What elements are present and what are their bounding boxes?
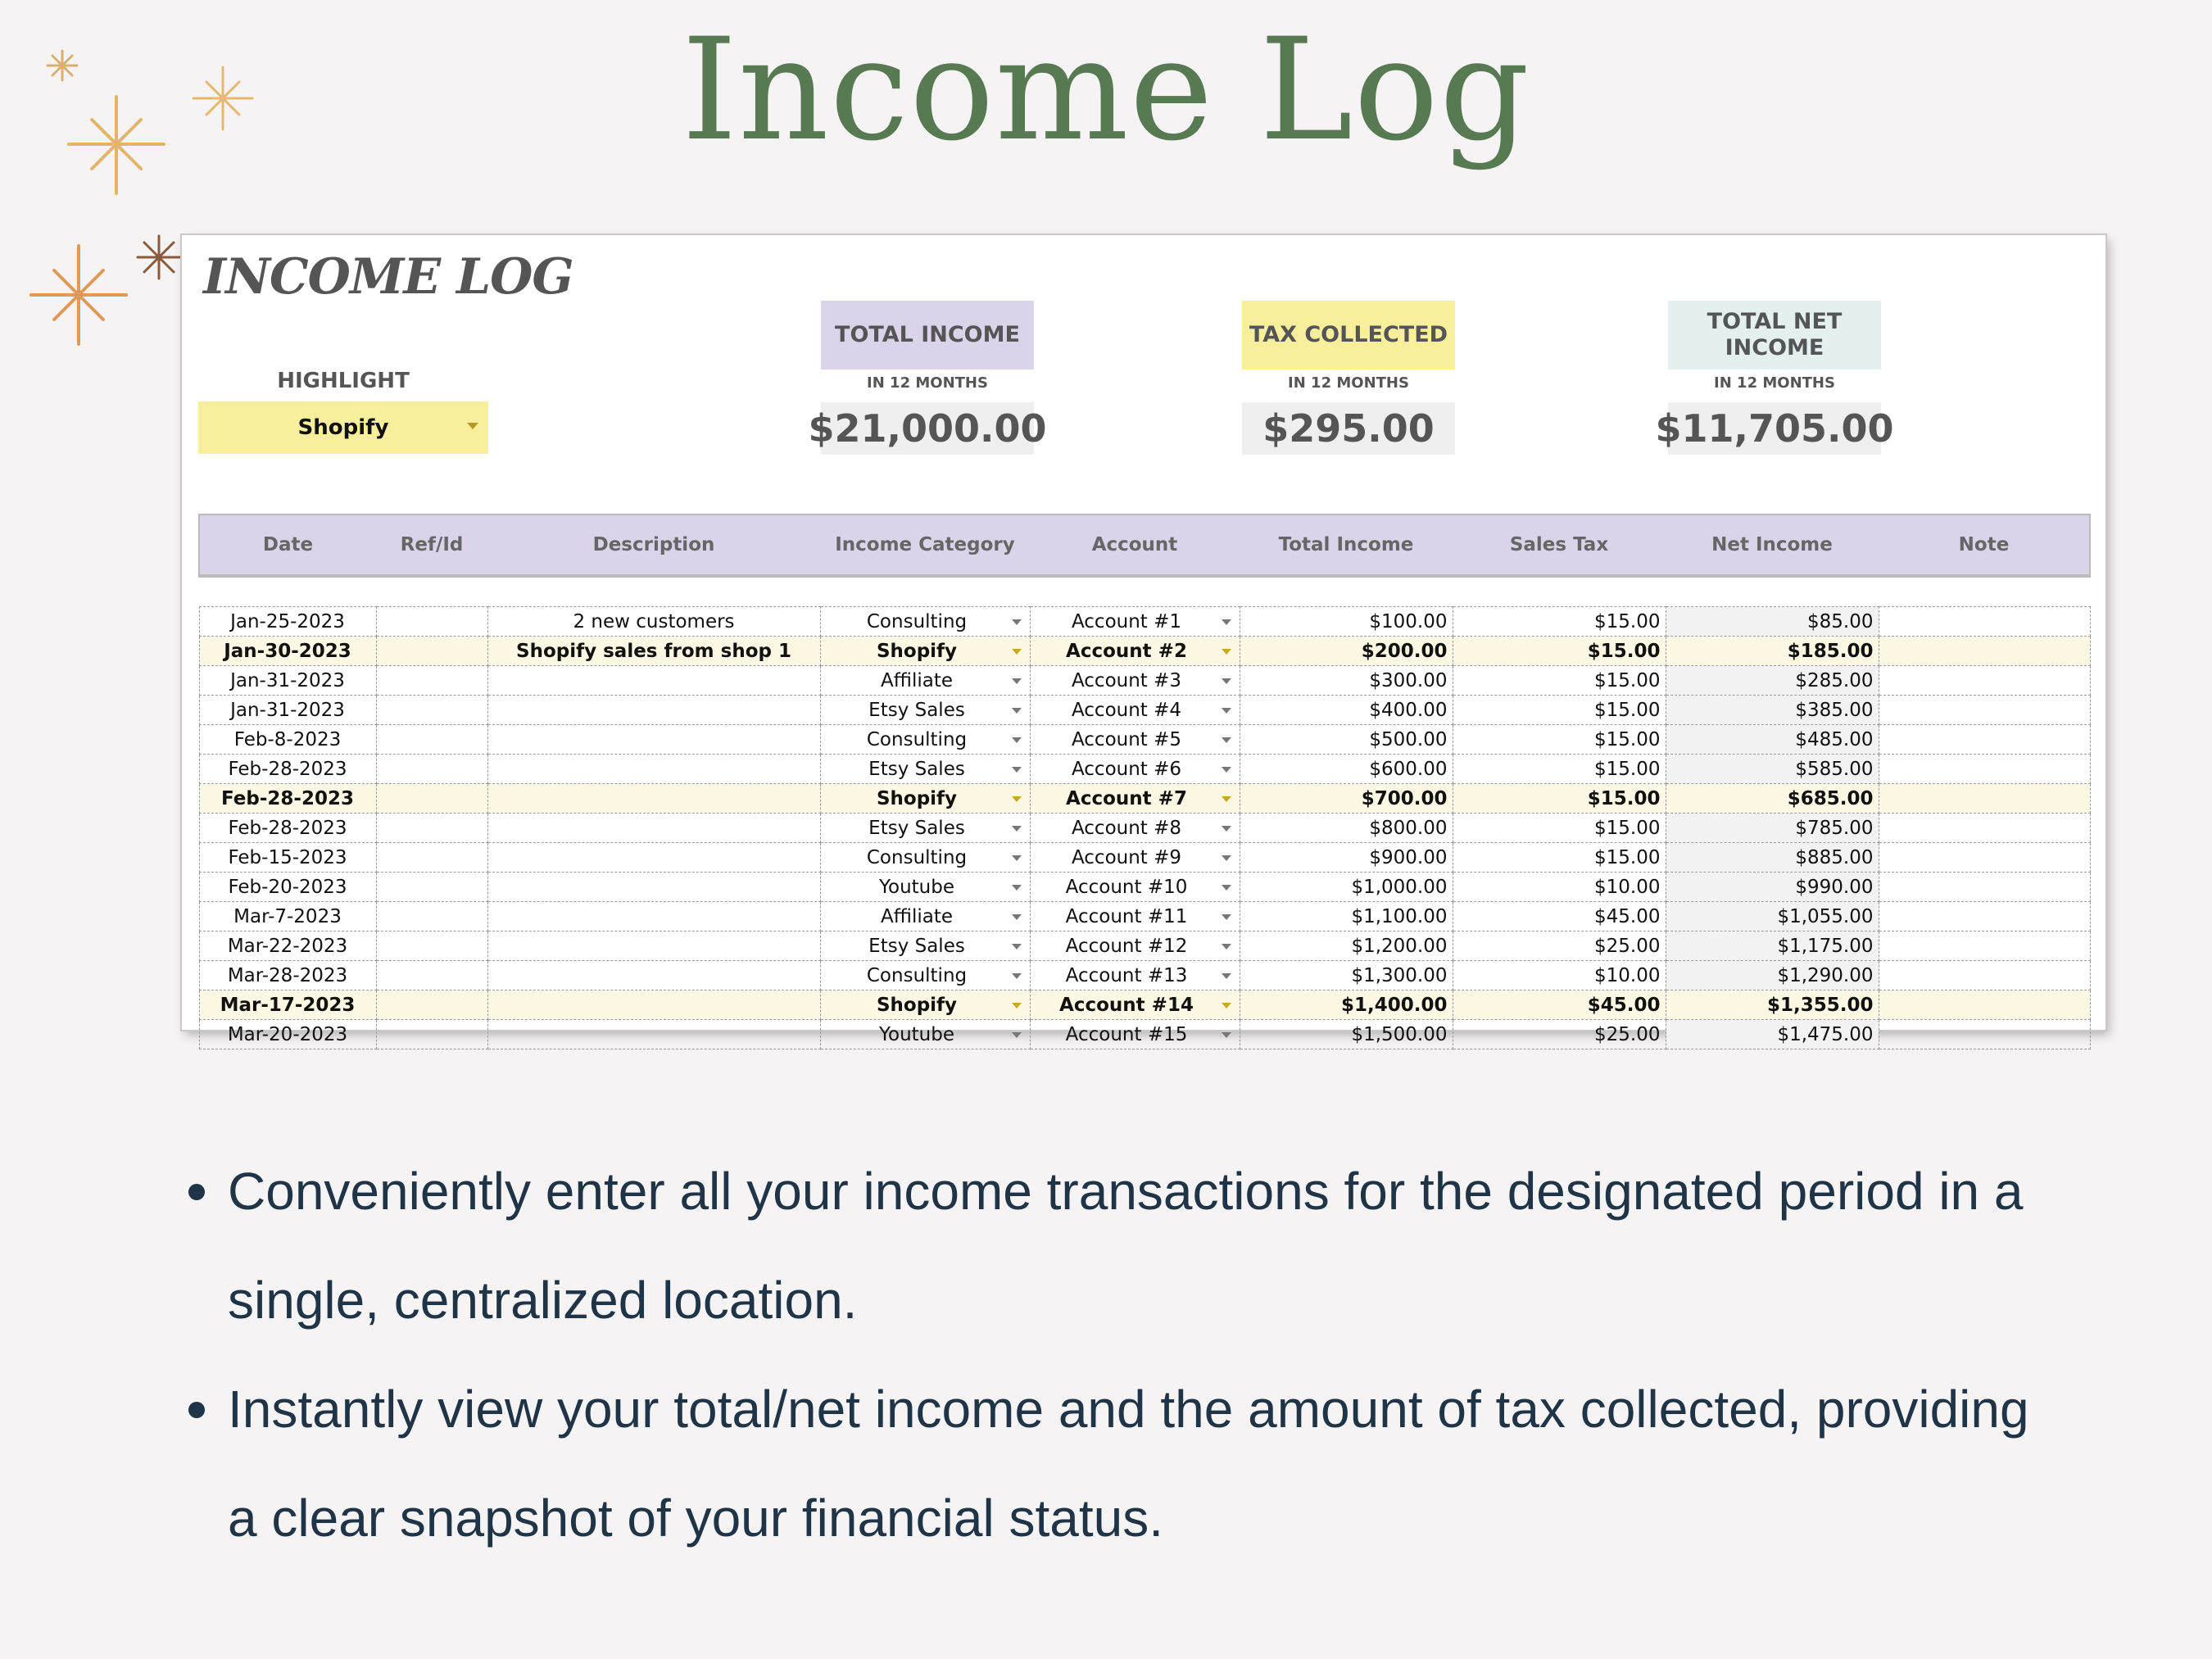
column-header-description[interactable]: Description bbox=[487, 514, 820, 576]
cell-account-dropdown[interactable]: Account #9 bbox=[1030, 843, 1240, 873]
cell-description[interactable] bbox=[487, 873, 820, 902]
cell-ref[interactable] bbox=[376, 725, 487, 755]
cell-note[interactable] bbox=[1879, 814, 2090, 843]
cell-total-income[interactable]: $1,400.00 bbox=[1240, 990, 1453, 1020]
tax-collected-title: TAX COLLECTED bbox=[1242, 301, 1455, 369]
cell-sales-tax[interactable]: $15.00 bbox=[1453, 843, 1666, 873]
cell-total-income[interactable]: $1,200.00 bbox=[1240, 931, 1453, 961]
cell-description[interactable] bbox=[487, 725, 820, 755]
cell-category-dropdown[interactable]: Shopify bbox=[820, 990, 1030, 1020]
table-row bbox=[199, 637, 2090, 666]
cell-note[interactable] bbox=[1879, 902, 2090, 931]
cell-category-dropdown[interactable]: Affiliate bbox=[820, 666, 1030, 696]
cell-sales-tax[interactable]: $15.00 bbox=[1453, 637, 1666, 666]
cell-category-dropdown[interactable]: Etsy Sales bbox=[820, 931, 1030, 961]
net-income-card bbox=[1655, 301, 1894, 455]
cell-description[interactable] bbox=[487, 755, 820, 784]
cell-total-income[interactable]: $200.00 bbox=[1240, 637, 1453, 666]
cell-net-income: $485.00 bbox=[1666, 725, 1879, 755]
cell-account-dropdown[interactable]: Account #7 bbox=[1030, 784, 1240, 814]
table-row bbox=[199, 961, 2090, 990]
cell-account-dropdown[interactable]: Account #12 bbox=[1030, 931, 1240, 961]
cell-date[interactable]: Feb-8-2023 bbox=[199, 725, 376, 755]
cell-net-income: $990.00 bbox=[1666, 873, 1879, 902]
cell-note[interactable] bbox=[1879, 843, 2090, 873]
cell-description[interactable]: 2 new customers bbox=[487, 607, 820, 637]
cell-note[interactable] bbox=[1879, 931, 2090, 961]
cell-note[interactable] bbox=[1879, 784, 2090, 814]
column-header-net-income[interactable]: Net Income bbox=[1666, 514, 1879, 576]
cell-category-dropdown[interactable]: Etsy Sales bbox=[820, 755, 1030, 784]
cell-total-income[interactable]: $1,300.00 bbox=[1240, 961, 1453, 990]
table-row bbox=[199, 784, 2090, 814]
cell-sales-tax[interactable]: $15.00 bbox=[1453, 784, 1666, 814]
bullet-line: Instantly view your total/net income and the amount of tax collected, providing bbox=[228, 1380, 2029, 1439]
cell-net-income: $385.00 bbox=[1666, 696, 1879, 725]
cell-date[interactable]: Feb-28-2023 bbox=[199, 814, 376, 843]
cell-date[interactable]: Jan-31-2023 bbox=[199, 666, 376, 696]
cell-net-income: $1,290.00 bbox=[1666, 961, 1879, 990]
table-row bbox=[199, 666, 2090, 696]
table-row bbox=[199, 843, 2090, 873]
column-header-ref[interactable]: Ref/Id bbox=[376, 514, 487, 576]
cell-total-income[interactable]: $700.00 bbox=[1240, 784, 1453, 814]
cell-category-dropdown[interactable]: Youtube bbox=[820, 873, 1030, 902]
cell-net-income: $185.00 bbox=[1666, 637, 1879, 666]
cell-net-income: $1,475.00 bbox=[1666, 1020, 1879, 1049]
column-header-note[interactable]: Note bbox=[1879, 514, 2090, 576]
column-header-date[interactable]: Date bbox=[199, 514, 376, 576]
cell-total-income[interactable]: $500.00 bbox=[1240, 725, 1453, 755]
cell-ref[interactable] bbox=[376, 755, 487, 784]
cell-description[interactable]: Shopify sales from shop 1 bbox=[487, 637, 820, 666]
cell-sales-tax[interactable]: $25.00 bbox=[1453, 1020, 1666, 1049]
cell-note[interactable] bbox=[1879, 607, 2090, 637]
cell-net-income: $1,355.00 bbox=[1666, 990, 1879, 1020]
cell-category-dropdown[interactable]: Youtube bbox=[820, 1020, 1030, 1049]
cell-total-income[interactable]: $900.00 bbox=[1240, 843, 1453, 873]
cell-sales-tax[interactable]: $15.00 bbox=[1453, 666, 1666, 696]
cell-category-dropdown[interactable]: Etsy Sales bbox=[820, 814, 1030, 843]
cell-total-income[interactable]: $800.00 bbox=[1240, 814, 1453, 843]
cell-account-dropdown[interactable]: Account #14 bbox=[1030, 990, 1240, 1020]
cell-category-dropdown[interactable]: Consulting bbox=[820, 725, 1030, 755]
cell-account-dropdown[interactable]: Account #6 bbox=[1030, 755, 1240, 784]
cell-account-dropdown[interactable]: Account #13 bbox=[1030, 961, 1240, 990]
table-row bbox=[199, 931, 2090, 961]
cell-description[interactable] bbox=[487, 961, 820, 990]
column-header-sales-tax[interactable]: Sales Tax bbox=[1453, 514, 1666, 576]
net-income-period: IN 12 MONTHS bbox=[1714, 374, 1835, 392]
cell-ref[interactable] bbox=[376, 961, 487, 990]
cell-note[interactable] bbox=[1879, 961, 2090, 990]
feature-list bbox=[182, 1137, 2107, 1573]
cell-date[interactable]: Mar-28-2023 bbox=[199, 961, 376, 990]
cell-date[interactable]: Feb-28-2023 bbox=[199, 784, 376, 814]
cell-note[interactable] bbox=[1879, 666, 2090, 696]
cell-account-dropdown[interactable]: Account #8 bbox=[1030, 814, 1240, 843]
cell-ref[interactable] bbox=[376, 637, 487, 666]
tax-collected-period: IN 12 MONTHS bbox=[1288, 374, 1409, 392]
list-item bbox=[182, 1355, 2107, 1573]
income-table bbox=[198, 514, 2091, 1049]
cell-note[interactable] bbox=[1879, 873, 2090, 902]
tax-collected-value: $295.00 bbox=[1242, 402, 1455, 455]
table-row bbox=[199, 902, 2090, 931]
cell-date[interactable]: Jan-30-2023 bbox=[199, 637, 376, 666]
cell-sales-tax[interactable]: $45.00 bbox=[1453, 990, 1666, 1020]
cell-ref[interactable] bbox=[376, 814, 487, 843]
cell-net-income: $685.00 bbox=[1666, 784, 1879, 814]
cell-net-income: $785.00 bbox=[1666, 814, 1879, 843]
cell-net-income: $285.00 bbox=[1666, 666, 1879, 696]
chevron-down-icon bbox=[467, 423, 478, 429]
cell-date[interactable]: Jan-31-2023 bbox=[199, 696, 376, 725]
cell-sales-tax[interactable]: $15.00 bbox=[1453, 814, 1666, 843]
net-income-title: TOTAL NET INCOME bbox=[1668, 301, 1881, 369]
cell-ref[interactable] bbox=[376, 902, 487, 931]
bullet-line: Conveniently enter all your income transactions for the designated period in a bbox=[228, 1162, 2024, 1221]
sheet-logo: INCOME LOG bbox=[203, 248, 573, 306]
column-header-total-income[interactable]: Total Income bbox=[1240, 514, 1453, 576]
highlight-dropdown[interactable] bbox=[198, 401, 488, 454]
cell-account-dropdown[interactable]: Account #10 bbox=[1030, 873, 1240, 902]
cell-description[interactable] bbox=[487, 696, 820, 725]
cell-ref[interactable] bbox=[376, 873, 487, 902]
bullet-line: a clear snapshot of your financial status. bbox=[228, 1489, 1163, 1548]
column-header-category[interactable]: Income Category bbox=[820, 514, 1030, 576]
bullet-line: single, centralized location. bbox=[228, 1271, 858, 1330]
cell-date[interactable]: Mar-7-2023 bbox=[199, 902, 376, 931]
table-row bbox=[199, 725, 2090, 755]
cell-note[interactable] bbox=[1879, 696, 2090, 725]
cell-description[interactable] bbox=[487, 814, 820, 843]
total-income-value: $21,000.00 bbox=[821, 402, 1034, 455]
cell-category-dropdown[interactable]: Consulting bbox=[820, 961, 1030, 990]
highlight-label: HIGHLIGHT bbox=[277, 369, 410, 393]
total-income-period: IN 12 MONTHS bbox=[867, 374, 988, 392]
net-income-value: $11,705.00 bbox=[1668, 402, 1881, 455]
table-row bbox=[199, 755, 2090, 784]
cell-sales-tax[interactable]: $15.00 bbox=[1453, 725, 1666, 755]
cell-category-dropdown[interactable]: Shopify bbox=[820, 784, 1030, 814]
cell-note[interactable] bbox=[1879, 725, 2090, 755]
table-row bbox=[199, 607, 2090, 637]
cell-sales-tax[interactable]: $45.00 bbox=[1453, 902, 1666, 931]
cell-account-dropdown[interactable]: Account #1 bbox=[1030, 607, 1240, 637]
table-row bbox=[199, 696, 2090, 725]
cell-net-income: $585.00 bbox=[1666, 755, 1879, 784]
cell-ref[interactable] bbox=[376, 696, 487, 725]
cell-ref[interactable] bbox=[376, 784, 487, 814]
cell-description[interactable] bbox=[487, 666, 820, 696]
cell-note[interactable] bbox=[1879, 990, 2090, 1020]
table-header-row bbox=[199, 514, 2090, 576]
spreadsheet-panel bbox=[182, 235, 2105, 1045]
cell-account-dropdown[interactable]: Account #15 bbox=[1030, 1020, 1240, 1049]
cell-net-income: $1,175.00 bbox=[1666, 931, 1879, 961]
tax-collected-card bbox=[1242, 301, 1455, 455]
cell-description[interactable] bbox=[487, 990, 820, 1020]
cell-date[interactable]: Feb-15-2023 bbox=[199, 843, 376, 873]
cell-net-income: $885.00 bbox=[1666, 843, 1879, 873]
cell-account-dropdown[interactable]: Account #4 bbox=[1030, 696, 1240, 725]
table-row bbox=[199, 990, 2090, 1020]
cell-description[interactable] bbox=[487, 1020, 820, 1049]
cell-account-dropdown[interactable]: Account #2 bbox=[1030, 637, 1240, 666]
cell-date[interactable]: Feb-20-2023 bbox=[199, 873, 376, 902]
cell-account-dropdown[interactable]: Account #5 bbox=[1030, 725, 1240, 755]
cell-sales-tax[interactable]: $15.00 bbox=[1453, 696, 1666, 725]
cell-net-income: $85.00 bbox=[1666, 607, 1879, 637]
cell-sales-tax[interactable]: $10.00 bbox=[1453, 873, 1666, 902]
cell-category-dropdown[interactable]: Consulting bbox=[820, 843, 1030, 873]
cell-ref[interactable] bbox=[376, 607, 487, 637]
highlight-value: Shopify bbox=[297, 415, 389, 440]
column-header-account[interactable]: Account bbox=[1030, 514, 1240, 576]
list-item bbox=[182, 1137, 2107, 1355]
cell-total-income[interactable]: $1,500.00 bbox=[1240, 1020, 1453, 1049]
cell-ref[interactable] bbox=[376, 1020, 487, 1049]
cell-account-dropdown[interactable]: Account #11 bbox=[1030, 902, 1240, 931]
cell-net-income: $1,055.00 bbox=[1666, 902, 1879, 931]
cell-total-income[interactable]: $1,000.00 bbox=[1240, 873, 1453, 902]
cell-description[interactable] bbox=[487, 843, 820, 873]
cell-date[interactable]: Feb-28-2023 bbox=[199, 755, 376, 784]
cell-ref[interactable] bbox=[376, 931, 487, 961]
cell-ref[interactable] bbox=[376, 843, 487, 873]
cell-date[interactable]: Mar-20-2023 bbox=[199, 1020, 376, 1049]
cell-ref[interactable] bbox=[376, 666, 487, 696]
bullet-icon bbox=[188, 1184, 205, 1200]
total-income-title: TOTAL INCOME bbox=[821, 301, 1034, 369]
cell-category-dropdown[interactable]: Affiliate bbox=[820, 902, 1030, 931]
table-row bbox=[199, 814, 2090, 843]
total-income-card bbox=[808, 301, 1047, 455]
cell-total-income[interactable]: $300.00 bbox=[1240, 666, 1453, 696]
cell-account-dropdown[interactable]: Account #3 bbox=[1030, 666, 1240, 696]
table-row bbox=[199, 873, 2090, 902]
cell-note[interactable] bbox=[1879, 1020, 2090, 1049]
cell-description[interactable] bbox=[487, 902, 820, 931]
cell-total-income[interactable]: $600.00 bbox=[1240, 755, 1453, 784]
cell-date[interactable]: Mar-17-2023 bbox=[199, 990, 376, 1020]
cell-total-income[interactable]: $1,100.00 bbox=[1240, 902, 1453, 931]
cell-date[interactable]: Mar-22-2023 bbox=[199, 931, 376, 961]
bullet-icon bbox=[188, 1402, 205, 1418]
cell-total-income[interactable]: $100.00 bbox=[1240, 607, 1453, 637]
cell-date[interactable]: Jan-25-2023 bbox=[199, 607, 376, 637]
cell-sales-tax[interactable]: $25.00 bbox=[1453, 931, 1666, 961]
cell-sales-tax[interactable]: $10.00 bbox=[1453, 961, 1666, 990]
table-row bbox=[199, 1020, 2090, 1049]
cell-sales-tax[interactable]: $15.00 bbox=[1453, 607, 1666, 637]
cell-total-income[interactable]: $400.00 bbox=[1240, 696, 1453, 725]
cell-category-dropdown[interactable]: Shopify bbox=[820, 637, 1030, 666]
page-title: Income Log bbox=[681, 7, 1531, 172]
cell-note[interactable] bbox=[1879, 755, 2090, 784]
cell-description[interactable] bbox=[487, 931, 820, 961]
cell-category-dropdown[interactable]: Consulting bbox=[820, 607, 1030, 637]
cell-ref[interactable] bbox=[376, 990, 487, 1020]
cell-sales-tax[interactable]: $15.00 bbox=[1453, 755, 1666, 784]
cell-description[interactable] bbox=[487, 784, 820, 814]
cell-note[interactable] bbox=[1879, 637, 2090, 666]
cell-category-dropdown[interactable]: Etsy Sales bbox=[820, 696, 1030, 725]
